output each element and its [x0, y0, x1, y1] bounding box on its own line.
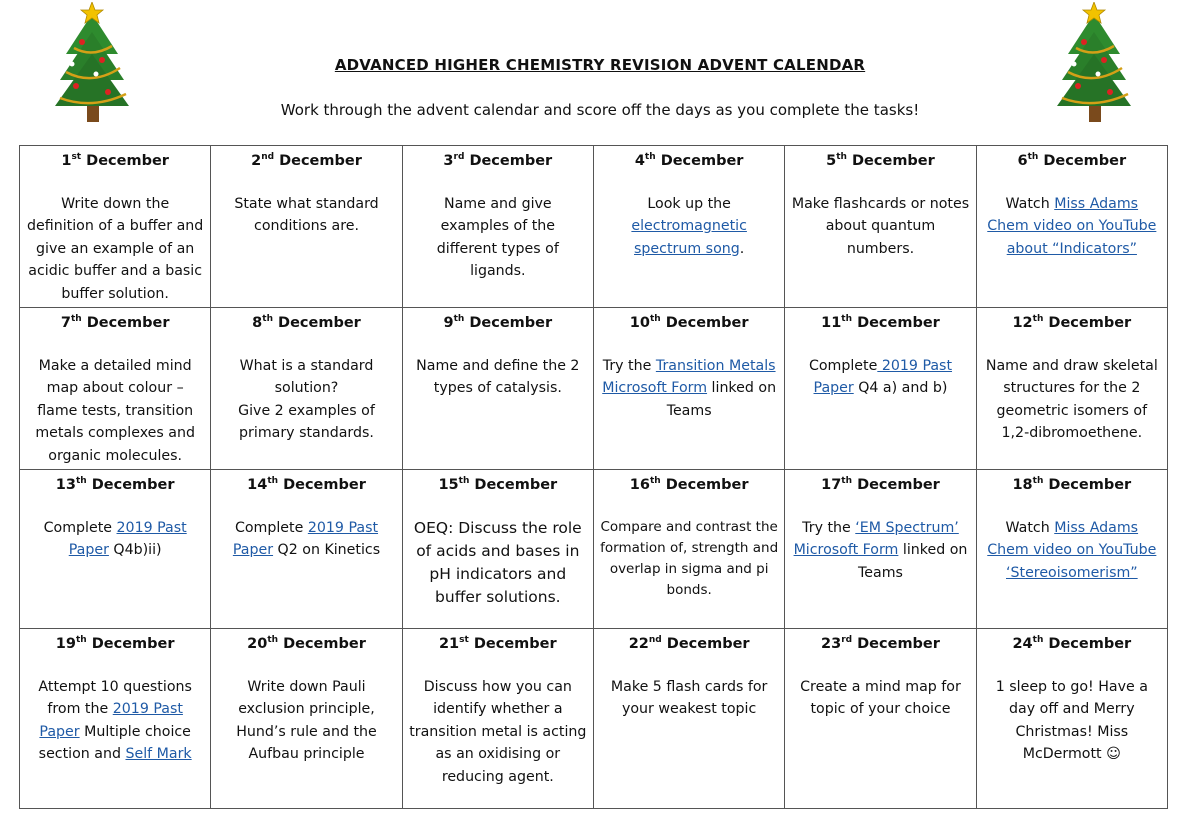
task-text: Complete [43, 519, 117, 536]
day-date: 21st December [438, 635, 557, 652]
day-date: 4th December [634, 152, 744, 169]
task-text: Q4b)ii) [108, 542, 162, 558]
day-task [600, 193, 778, 261]
task-text: Compare and contrast the formation of, strength and overlap in sigma and pi bonds. [600, 518, 779, 598]
day-task [791, 676, 969, 721]
task-text: Name and define the 2 types of catalysis. [416, 357, 580, 396]
task-text: Watch [1005, 195, 1055, 212]
day-cell-7 [20, 308, 211, 470]
day-task [600, 676, 778, 721]
day-cell-5 [785, 146, 976, 308]
day-task [409, 517, 587, 609]
day-task [26, 517, 204, 562]
day-cell-21 [402, 629, 593, 809]
day-cell-17 [785, 470, 976, 629]
advent-calendar-table [19, 145, 1168, 809]
day-cell-10 [593, 308, 784, 470]
day-date: 10th December [629, 314, 749, 331]
day-cell-16 [593, 470, 784, 629]
day-cell-24 [976, 629, 1167, 809]
task-text: Complete [808, 357, 878, 374]
day-cell-6 [976, 146, 1167, 308]
day-task [983, 517, 1161, 585]
day-cell-9 [402, 308, 593, 470]
day-cell-19 [20, 629, 211, 809]
day-cell-2 [211, 146, 402, 308]
calendar-row [20, 629, 1168, 809]
day-cell-13 [20, 470, 211, 629]
task-text: Name and draw skeletal structures for the 2 geometric isomers of 1,2-dibromoethene. [985, 357, 1158, 441]
day-date: 13th December [55, 476, 175, 493]
task-link[interactable]: electromagnetic spectrum song [631, 218, 747, 257]
calendar-row [20, 470, 1168, 629]
task-text: OEQ: Discuss the role of acids and bases in pH indicators and buffer solutions. [413, 518, 582, 606]
day-cell-15 [402, 470, 593, 629]
day-date: 23rd December [821, 635, 940, 652]
task-text: Try the [602, 357, 656, 374]
task-link[interactable]: Miss Adams Chem video on YouTube ‘Stereoisomerism” [987, 519, 1157, 581]
day-task [217, 355, 395, 445]
day-date: 17th December [821, 476, 940, 493]
task-text: Write down the definition of a buffer and give an example of an acidic buffer and a basic buffer solution. [27, 195, 204, 302]
day-task [983, 676, 1161, 766]
task-text: Discuss how you can identify whether a transition metal is acting as an oxidising or reducing agent. [409, 678, 587, 785]
task-link[interactable]: ‘EM Spectrum’ Microsoft Form [793, 519, 959, 558]
task-text: Make a detailed mind map about colour – flame tests, transition metals complexes and organic molecules. [35, 357, 195, 464]
day-task [26, 355, 204, 468]
day-cell-8 [211, 308, 402, 470]
day-date: 9th December [443, 314, 553, 331]
day-cell-3 [402, 146, 593, 308]
day-task [409, 355, 587, 400]
task-link[interactable]: 2019 Past Paper [813, 357, 953, 396]
day-date: 1st December [61, 152, 169, 169]
page-subtitle: Work through the advent calendar and score off the days as you complete the tasks! [280, 101, 920, 119]
day-task [217, 676, 395, 766]
task-link[interactable]: 2019 Past Paper [39, 701, 183, 740]
day-date: 11th December [821, 314, 940, 331]
day-date: 16th December [629, 476, 749, 493]
task-text: 1 sleep to go! Have a day off and Merry Christmas! Miss McDermott ☺ [995, 678, 1148, 762]
day-date: 24th December [1012, 635, 1132, 652]
task-text: Watch [1005, 519, 1055, 536]
day-task [983, 355, 1161, 445]
task-link[interactable]: 2019 Past Paper [68, 519, 187, 558]
day-date: 3rd December [443, 152, 553, 169]
task-text: . [739, 240, 745, 257]
day-cell-14 [211, 470, 402, 629]
day-task [26, 676, 204, 766]
day-date: 22nd December [628, 635, 750, 652]
task-text: What is a standard solution? [239, 357, 374, 396]
task-link[interactable]: Miss Adams Chem video on YouTube about “Indicators” [987, 195, 1157, 257]
task-text: Attempt 10 questions from the [38, 678, 192, 717]
task-text: State what standard conditions are. [234, 195, 379, 234]
day-task [983, 193, 1161, 261]
day-task [600, 517, 778, 601]
day-cell-20 [211, 629, 402, 809]
day-date: 5th December [826, 152, 935, 169]
task-text: Look up the [647, 195, 731, 212]
day-date: 18th December [1012, 476, 1132, 493]
task-text: linked on Teams [858, 542, 968, 581]
task-text: Make flashcards or notes about quantum numbers. [791, 195, 970, 257]
day-task [409, 193, 587, 283]
day-date: 6th December [1017, 152, 1127, 169]
day-task [600, 355, 778, 423]
day-task [26, 193, 204, 306]
day-cell-12 [976, 308, 1167, 470]
day-date: 14th December [247, 476, 366, 493]
page-title: ADVANCED HIGHER CHEMISTRY REVISION ADVENT CALENDAR [334, 56, 866, 74]
day-task [217, 517, 395, 562]
task-link[interactable]: Self Mark [125, 746, 192, 762]
day-cell-11 [785, 308, 976, 470]
task-text: Q4 a) and b) [853, 380, 948, 396]
day-date: 20th December [247, 635, 366, 652]
calendar-row [20, 308, 1168, 470]
day-cell-1 [20, 146, 211, 308]
task-text: linked on Teams [666, 380, 777, 419]
day-task [409, 676, 587, 789]
day-task [791, 517, 969, 585]
task-text: Try the [802, 519, 856, 536]
task-text: Complete [234, 519, 308, 536]
day-date: 12th December [1012, 314, 1132, 331]
task-text: Make 5 flash cards for your weakest topic [610, 678, 768, 717]
day-task [791, 355, 969, 400]
task-link[interactable]: 2019 Past Paper [232, 519, 379, 558]
task-text: Name and give examples of the different types of ligands. [436, 195, 559, 279]
task-link[interactable]: Transition Metals Microsoft Form [602, 357, 776, 396]
day-date: 7th December [60, 314, 170, 331]
day-cell-22 [593, 629, 784, 809]
task-text: Give 2 examples of primary standards. [238, 402, 375, 441]
task-text: Multiple choice section and [38, 723, 191, 762]
day-task [217, 193, 395, 238]
day-cell-18 [976, 470, 1167, 629]
day-task [791, 193, 969, 261]
task-text: Create a mind map for topic of your choice [800, 678, 961, 717]
day-cell-23 [785, 629, 976, 809]
day-cell-4 [593, 146, 784, 308]
calendar-row [20, 146, 1168, 308]
task-text: Q2 on Kinetics [273, 542, 381, 558]
day-date: 8th December [252, 314, 361, 331]
task-text: Write down Pauli exclusion principle, Hund’s rule and the Aufbau principle [236, 678, 377, 762]
day-date: 15th December [438, 476, 558, 493]
day-date: 19th December [55, 635, 175, 652]
day-date: 2nd December [251, 152, 362, 169]
